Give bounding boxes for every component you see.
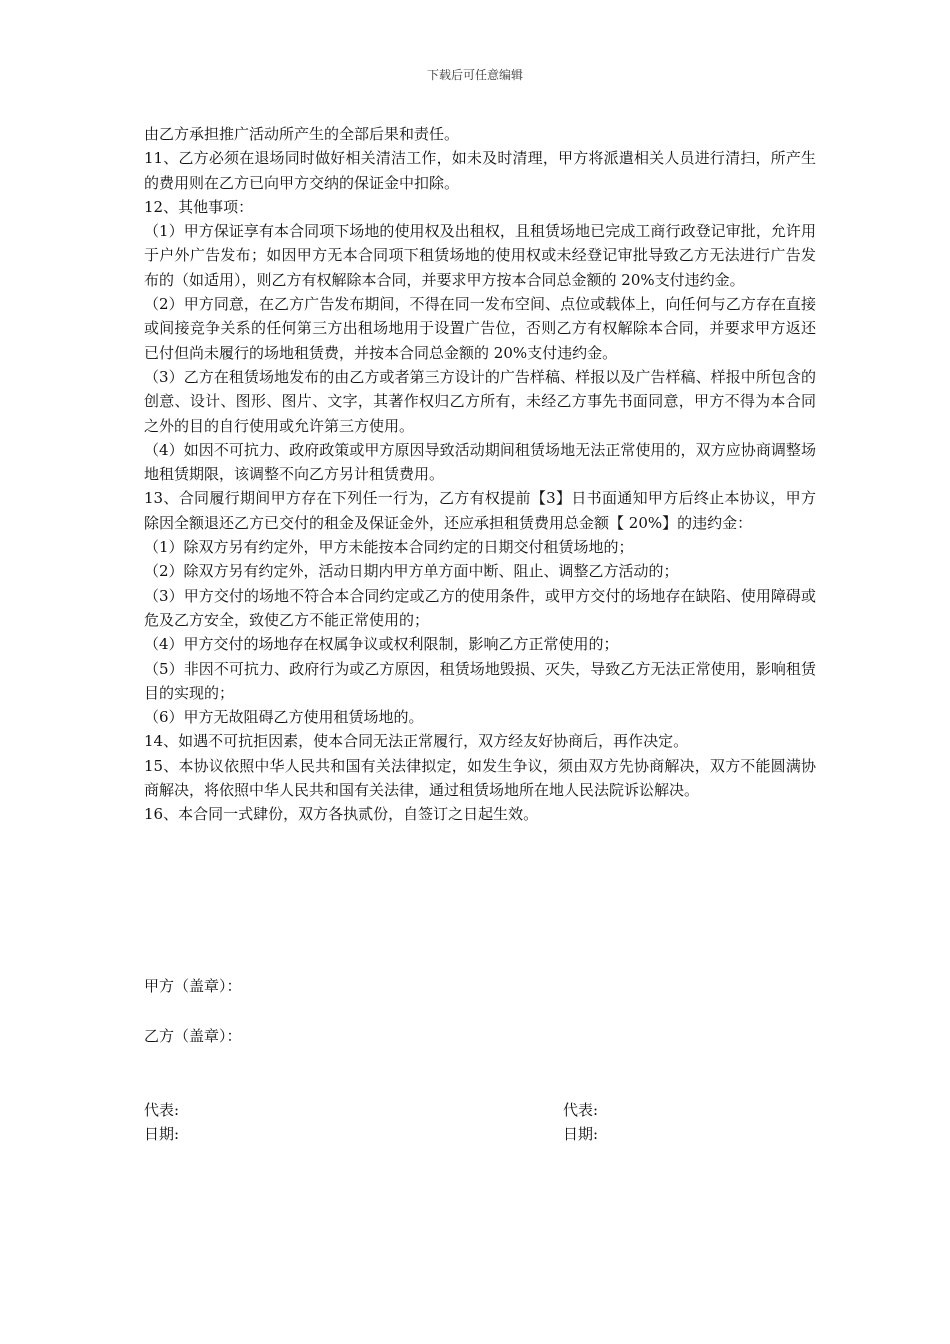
signature-block-left (144, 1098, 179, 1146)
clause-14: 14、如遇不可抗拒因素，使本合同无法正常履行，双方经友好协商后，再作决定。 (144, 732, 689, 751)
clause-13-item-4: （4）甲方交付的场地存在权属争议或权利限制，影响乙方正常使用的； (144, 635, 619, 654)
clause-13-item-2: （2）除双方另有约定外，活动日期内甲方单方面中断、阻止、调整乙方活动的； (144, 562, 679, 581)
date-label: 日期: (563, 1125, 599, 1143)
party-b-seal-label: 乙方（盖章）： (144, 1027, 242, 1045)
clause-13-item-6: （6）甲方无故阻碍乙方使用租赁场地的。 (144, 708, 424, 727)
clause-12-item-3: （3）乙方在租赁场地发布的由乙方或者第三方设计的广告样稿、样报以及广告样稿、样报中所包含的创意、设计、图形、图片、文字，其著作权归乙方所有，未经乙方事先书面同意，甲方不得为本合同之外的目的自行使用或允许第三方使用。 (144, 367, 816, 435)
date-label: 日期: (144, 1125, 180, 1143)
clause-13-item-5: （5）非因不可抗力、政府行为或乙方原因，租赁场地毁损、灭失，导致乙方无法正常使用，影响租赁目的实现的； (144, 659, 816, 702)
clause-13: 13、合同履行期间甲方存在下列任一行为，乙方有权提前【3】日书面通知甲方后终止本协议，甲方除因全额退还乙方已交付的租金及保证金外，还应承担租赁费用总金额【 20%】的违约金： (144, 489, 816, 532)
clause-12-heading: 12、其他事项： (144, 197, 254, 216)
clause-11: 11、乙方必须在退场同时做好相关清洁工作，如未及时清理，甲方将派遣相关人员进行清扫，所产生的费用则在乙方已向甲方交纳的保证金中扣除。 (144, 149, 816, 192)
clause-15: 15、本协议依照中华人民共和国有关法律拟定，如发生争议，须由双方先协商解决，双方不能圆满协商解决，将依照中华人民共和国有关法律，通过租赁场地所在地人民法院诉讼解决。 (144, 756, 816, 800)
contract-body (144, 122, 816, 827)
signature-block-right (563, 1098, 598, 1146)
representative-label: 代表: (563, 1101, 599, 1119)
party-a-seal-label: 甲方（盖章）： (144, 977, 242, 995)
clause-13-item-3: （3）甲方交付的场地不符合本合同约定或乙方的使用条件，或甲方交付的场地存在缺陷、使用障碍或危及乙方安全，致使乙方不能正常使用的； (144, 586, 816, 629)
page-header: 下载后可任意编辑 (426, 68, 523, 82)
clause-12-item-4: （4）如因不可抗力、政府政策或甲方原因导致活动期间租赁场地无法正常使用的，双方应协商调整场地租赁期限，该调整不向乙方另计租赁费用。 (144, 440, 816, 484)
representative-label: 代表: (144, 1101, 180, 1119)
clause-12-item-2: （2）甲方同意，在乙方广告发布期间，不得在同一发布空间、点位或载体上，向任何与乙方存在直接或间接竞争关系的任何第三方出租场地用于设置广告位，否则乙方有权解除本合同，并要求甲方返还已付但尚未履行的场地租赁费，并按本合同总金额的 20%支付违约金。 (144, 295, 816, 362)
paragraph: 由乙方承担推广活动所产生的全部后果和责任。 (144, 125, 460, 143)
clause-16: 16、本合同一式肆份，双方各执贰份，自签订之日起生效。 (144, 805, 539, 824)
clause-13-item-1: （1）除双方另有约定外，甲方未能按本合同约定的日期交付租赁场地的； (144, 538, 634, 557)
clause-12-item-1: （1）甲方保证享有本合同项下场地的使用权及出租权，且租赁场地已完成工商行政登记审批，允许用于户外广告发布；如因甲方无本合同项下租赁场地的使用权或未经登记审批导致乙方无法进行广告发布的（如适用），则乙方有权解除本合同，并要求甲方按本合同总金额的 20%支付违约金。 (144, 222, 816, 289)
